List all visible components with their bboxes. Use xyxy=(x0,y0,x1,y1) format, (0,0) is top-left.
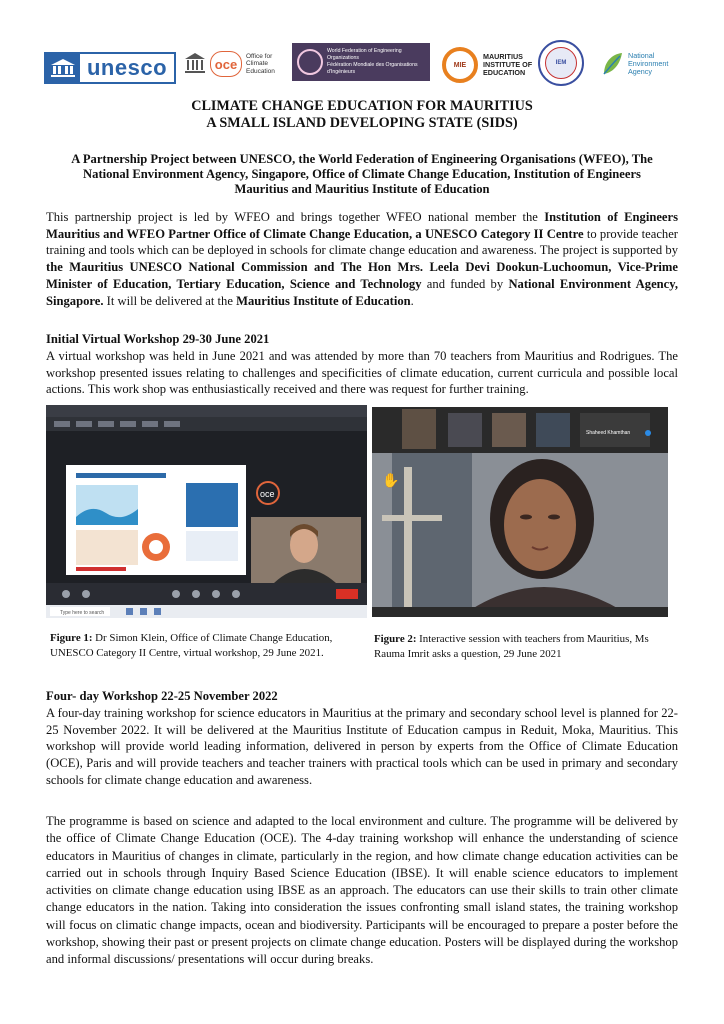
wfeo-mark-icon xyxy=(297,49,323,75)
title-line-1: CLIMATE CHANGE EDUCATION FOR MAURITIUS xyxy=(191,98,533,114)
figure-1-oce-mark: oce xyxy=(260,489,275,499)
logo-strip xyxy=(40,40,690,90)
oce-logo-text: Office for Climate Education xyxy=(246,52,275,75)
partnership-subtitle: A Partnership Project between UNESCO, the World Federation of Engineering Organisations (WFEO), The National Environment Agency, Singapore, Office of Climate Change Education, Institution of Engineers Mauritius and Mauritius Institute of Education xyxy=(71,152,653,197)
figure-1-photo xyxy=(46,405,367,618)
leaf-icon xyxy=(600,50,624,78)
figure-1-caption: Figure 1: Dr Simon Klein, Office of Climate Change Education, UNESCO Category II Centre, virtual workshop, 29 June 2021. xyxy=(50,632,333,659)
raise-hand-icon: ✋ xyxy=(382,474,400,489)
mie-logo xyxy=(442,40,538,90)
nea-logo xyxy=(600,42,692,86)
section-heading-virtual-workshop: Initial Virtual Workshop 29-30 June 2021 xyxy=(46,332,270,346)
wfeo-logo-text: World Federation of Engineering Organizations Fédération Mondiale des Organisations d'Ingénieurs xyxy=(327,48,418,75)
oce-logo xyxy=(184,44,294,84)
section-body-four-day-workshop: A four-day training workshop for science educators in Mauritius at the primary and secondary school level is planned for 22-25 November 2022. It will be delivered at the Mauritius Institute of Education campus in Reduit, Moka, Mauritius. This workshop will provide world leading information, delivered in person by experts from the Office of Climate Education (OCE), Paris and will provide teachers and teacher trainers with practical tools which can be used in primary and secondary schools for climate change education and awareness. xyxy=(46,706,678,787)
wfeo-logo xyxy=(292,43,430,81)
iem-seal-icon: IEM xyxy=(545,47,577,79)
unesco-logo xyxy=(44,52,176,84)
figure-2-photo xyxy=(372,407,668,617)
nea-logo-text: National Environment Agency xyxy=(628,50,669,77)
iem-seal-logo xyxy=(538,40,584,86)
taskbar-search-text: Type here to search xyxy=(60,610,105,616)
section-body-programme: The programme is based on science and adapted to the local environment and culture. The programme will be delivered by the office of Climate Change Education (OCE). The 4-day training workshop will enhance the understanding of science educators in Mauritius of changes in climate, particularly in the region, and how climate change education activities can be carried out in schools through Inquiry Based Science Education (IBSE). It will enable science educators to implement activities on climate change education using IBSE as an approach. The educators can use their skills to train other climate change educators in the nation. Taking into consideration the issues confronting small island states, the training workshop will focus on climatic change impacts, ocean and biodiversity. Participants will be encouraged to prepare a poster before the workshop, showing their past or present projects on climate change education. Posters will be displayed during the workshop and informal discussions/ presentations will occur during breaks. xyxy=(46,814,678,967)
section-heading-four-day-workshop: Four- day Workshop 22-25 November 2022 xyxy=(46,689,278,703)
unesco-temple-icon xyxy=(46,54,80,82)
document-title xyxy=(40,98,684,132)
mie-logo-text: MAURITIUS INSTITUTE OF EDUCATION xyxy=(483,52,533,77)
oce-circles-icon: oce xyxy=(210,51,242,77)
intro-paragraph: This partnership project is led by WFEO and brings together WFEO national member the Institution of Engineers Mauritius and WFEO Partner Office of Climate Change Education, a UNESCO Category II Centre to provide teacher training and tools which can be deployed in schools for climate change education and awareness. The project is supported by the Mauritius UNESCO National Commission and The Hon Mrs. Leela Devi Dookun-Luchoomun, Vice-Prime Minister of Education, Tertiary Education, Science and Technology and funded by National Environment Agency, Singapore. It will be delivered at the Mauritius Institute of Education. xyxy=(46,210,679,308)
temple-icon xyxy=(184,50,206,78)
mie-ring-icon: MIE xyxy=(442,47,478,83)
section-body-virtual-workshop: A virtual workshop was held in June 2021 and was attended by more than 70 teachers from Mauritius and Rodrigues. The workshop presented issues relating to challenges and specificities of climate education, current curricula and possible local actions. This work shop was enthusiastically received and there was request for further training. xyxy=(46,349,678,397)
unesco-wordmark: unesco xyxy=(86,55,168,80)
figure-2-participant-name: Shaheed Khamthan xyxy=(586,430,631,436)
figure-2-caption: Figure 2: Interactive session with teachers from Mauritius, Ms Rauma Imrit asks a question, 29 June 2021 xyxy=(374,633,649,660)
title-line-2: A SMALL ISLAND DEVELOPING STATE (SIDS) xyxy=(206,115,518,131)
